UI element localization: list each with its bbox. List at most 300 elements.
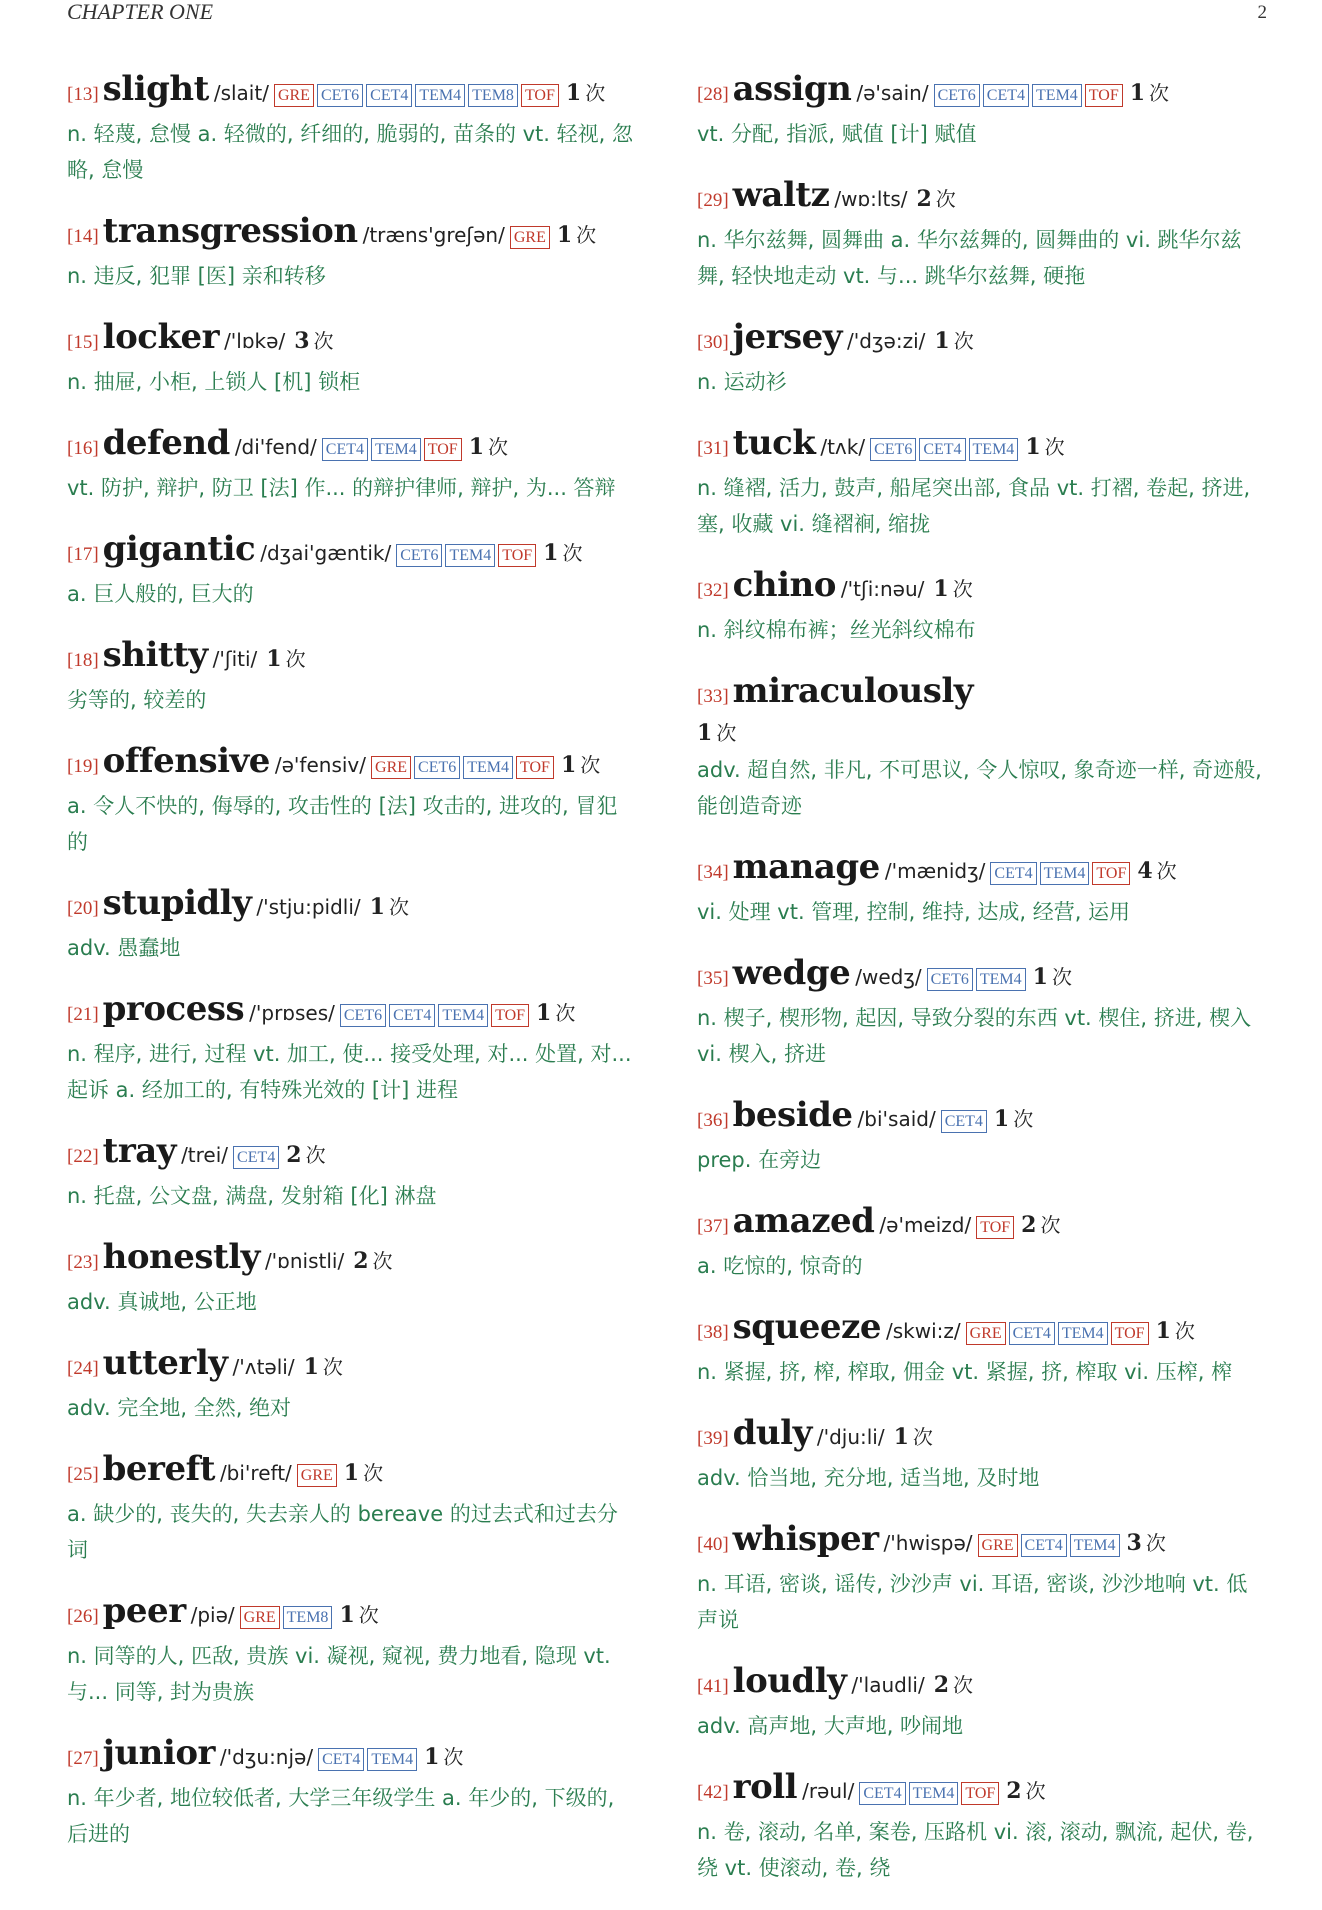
exam-tag-tem4: TEM4 (415, 84, 465, 107)
exam-tag-cet6: CET6 (317, 84, 363, 107)
phonetic: /'ʃiti/ (212, 647, 258, 671)
phonetic: /'dʒə:zi/ (847, 329, 926, 353)
occurrence-count (344, 1454, 383, 1492)
entry-index: [38] (697, 1322, 729, 1343)
exam-tag-tem4: TEM4 (445, 544, 495, 567)
count-suffix: 次 (576, 223, 597, 247)
entry-index: [30] (697, 332, 729, 353)
entry-index: [20] (67, 898, 99, 919)
headword: waltz (732, 175, 830, 215)
occurrence-count (934, 1666, 973, 1704)
exam-tag-cet6: CET6 (414, 756, 460, 779)
count-suffix: 次 (953, 329, 974, 353)
entry-head (67, 1734, 637, 1778)
occurrence-count (1021, 1206, 1060, 1244)
phonetic: /'dju:li/ (816, 1425, 885, 1449)
count-number: 1 (266, 646, 282, 672)
vocab-entry (697, 954, 1267, 1072)
definition: vt. 防护, 辩护, 防卫 [法] 作... 的辩护律师, 辩护, 为... 答辩 (67, 476, 616, 500)
phonetic: /'ʌtəli/ (232, 1355, 295, 1379)
count-suffix: 次 (953, 1673, 974, 1697)
occurrence-count (266, 640, 305, 678)
count-number: 2 (916, 186, 932, 212)
phonetic: /'ɒnistli/ (264, 1249, 345, 1273)
occurrence-count (934, 322, 973, 360)
entry-head (697, 424, 1267, 468)
entry-head (697, 1768, 1267, 1812)
count-number: 4 (1137, 858, 1153, 884)
phonetic: /slait/ (213, 81, 269, 105)
count-suffix: 次 (322, 1355, 343, 1379)
count-number: 1 (424, 1744, 440, 1770)
entry-index: [18] (67, 650, 99, 671)
vocab-entry (67, 990, 637, 1108)
entry-head (697, 566, 1267, 610)
headword: gigantic (102, 529, 256, 569)
count-suffix: 次 (555, 1001, 576, 1025)
occurrence-count (1025, 428, 1064, 466)
count-number: 1 (697, 720, 713, 746)
count-suffix: 次 (1025, 1779, 1046, 1803)
count-suffix: 次 (1174, 1319, 1195, 1343)
phonetic: /'lɒkə/ (224, 329, 286, 353)
exam-tag-tem4: TEM4 (1070, 1534, 1120, 1557)
occurrence-count (353, 1242, 392, 1280)
vocab-entry (697, 1096, 1267, 1178)
entry-head (697, 1414, 1267, 1458)
exam-tag-tof: TOF (521, 84, 559, 107)
vocab-entry (697, 176, 1267, 294)
entry-head (697, 1096, 1267, 1140)
entry-head (697, 672, 1267, 716)
exam-tag-cet4: CET4 (919, 438, 965, 461)
definition: n. 运动衫 (697, 370, 787, 394)
headword: loudly (732, 1661, 847, 1701)
vocab-entry (697, 1768, 1267, 1886)
exam-tag-tem4: TEM4 (976, 968, 1026, 991)
headword: defend (102, 423, 230, 463)
definition: n. 华尔兹舞, 圆舞曲 a. 华尔兹舞的, 圆舞曲的 vi. 跳华尔兹舞, 轻快地走动 vt. 与... 跳华尔兹舞, 硬拖 (697, 228, 1242, 288)
definition: n. 斜纹棉布裤；丝光斜纹棉布 (697, 618, 976, 642)
exam-tag-tem4: TEM4 (438, 1004, 488, 1027)
count-number: 2 (286, 1142, 302, 1168)
count-number: 1 (536, 1000, 552, 1026)
count-suffix: 次 (372, 1249, 393, 1273)
definition: n. 程序, 进行, 过程 vt. 加工, 使... 接受处理, 对... 处置, 对... 起诉 a. 经加工的, 有特殊光效的 [计] 进程 (67, 1042, 632, 1102)
exam-tag-cet6: CET6 (340, 1004, 386, 1027)
count-number: 1 (1129, 80, 1146, 106)
definition: 劣等的, 较差的 (67, 688, 207, 712)
exam-tag-tem4: TEM4 (969, 438, 1019, 461)
exam-tag-tem8: TEM8 (283, 1606, 333, 1629)
count-suffix: 次 (1145, 1531, 1166, 1555)
definition: n. 轻蔑, 怠慢 a. 轻微的, 纤细的, 脆弱的, 苗条的 vt. 轻视, 忽略, 怠慢 (67, 122, 633, 182)
entry-index: [35] (697, 968, 729, 989)
definition: n. 同等的人, 匹敌, 贵族 vi. 凝视, 窥视, 费力地看, 隐现 vt. 与... 同等, 封为贵族 (67, 1644, 611, 1704)
phonetic: /rəul/ (802, 1779, 855, 1803)
exam-tag-tof: TOF (1085, 84, 1123, 107)
exam-tag-cet6: CET6 (927, 968, 973, 991)
entry-index: [26] (67, 1606, 99, 1627)
vocab-entry (67, 424, 637, 506)
page-header (67, 0, 1267, 26)
definition: adv. 恰当地, 充分地, 适当地, 及时地 (697, 1466, 1040, 1490)
count-suffix: 次 (562, 541, 583, 565)
phonetic: /'stju:pidli/ (256, 895, 361, 919)
definition: n. 楔子, 楔形物, 起因, 导致分裂的东西 vt. 楔住, 挤进, 楔入 vi. 楔入, 挤进 (697, 1006, 1252, 1066)
vocab-entry (67, 530, 637, 612)
exam-tag-tem4: TEM4 (1040, 862, 1090, 885)
count-number: 1 (1155, 1318, 1171, 1344)
occurrence-count (294, 322, 333, 360)
exam-tag-cet4: CET4 (318, 1748, 364, 1771)
vocab-entry (697, 424, 1267, 542)
headword: junior (102, 1733, 215, 1773)
chapter-title: CHAPTER ONE (67, 0, 214, 24)
occurrence-count (469, 428, 508, 466)
phonetic: /'prɒses/ (249, 1001, 335, 1025)
definition: adv. 完全地, 全然, 绝对 (67, 1396, 292, 1420)
vocab-entry (697, 848, 1267, 930)
exam-tag-cet6: CET6 (870, 438, 916, 461)
occurrence-count (370, 888, 409, 926)
occurrence-count (543, 534, 582, 572)
entry-index: [15] (67, 332, 99, 353)
exam-tag-tof: TOF (491, 1004, 529, 1027)
exam-tag-gre: GRE (371, 756, 411, 779)
definition: a. 巨人般的, 巨大的 (67, 582, 254, 606)
occurrence-count (566, 74, 605, 112)
definition: n. 托盘, 公文盘, 满盘, 发射箱 [化] 淋盘 (67, 1184, 437, 1208)
entry-head (697, 954, 1267, 998)
exam-tag-tof: TOF (516, 756, 554, 779)
count-suffix: 次 (580, 753, 601, 777)
phonetic: /'tʃi:nəu/ (840, 577, 925, 601)
definition: adv. 高声地, 大声地, 吵闹地 (697, 1714, 964, 1738)
entry-index: [27] (67, 1748, 99, 1769)
count-suffix: 次 (305, 1143, 326, 1167)
definition: adv. 真诚地, 公正地 (67, 1290, 257, 1314)
definition: n. 抽屉, 小柜, 上锁人 [机] 锁柜 (67, 370, 361, 394)
exam-tag-cet6: CET6 (396, 544, 442, 567)
count-number: 2 (933, 1672, 950, 1698)
vocab-entry (697, 566, 1267, 648)
count-suffix: 次 (1013, 1107, 1034, 1131)
count-suffix: 次 (1040, 1213, 1061, 1237)
entry-head (697, 1308, 1267, 1352)
count-number: 1 (468, 434, 485, 460)
entry-index: [28] (697, 84, 729, 105)
occurrence-count (424, 1738, 463, 1776)
headword: slight (102, 69, 209, 109)
headword: tuck (732, 423, 816, 463)
exam-tag-tof: TOF (1111, 1322, 1149, 1345)
headword: shitty (102, 635, 208, 675)
occurrence-count (916, 180, 955, 218)
definition: n. 卷, 滚动, 名单, 案卷, 压路机 vi. 滚, 滚动, 飘流, 起伏, 卷, 绕 vt. 使滚动, 卷, 绕 (697, 1820, 1254, 1880)
phonetic: /piə/ (190, 1603, 235, 1627)
headword: duly (732, 1413, 812, 1453)
occurrence-count (561, 746, 600, 784)
occurrence-count (697, 716, 736, 750)
exam-tag-tem4: TEM4 (1058, 1322, 1108, 1345)
count-number: 1 (369, 894, 385, 920)
vocab-entry (67, 1344, 637, 1426)
entry-head (67, 1592, 637, 1636)
count-number: 1 (1025, 434, 1041, 460)
vocab-entry (67, 1132, 637, 1214)
phonetic: /træns'greʃən/ (362, 223, 505, 247)
entry-index: [29] (697, 190, 729, 211)
count-number: 1 (343, 1460, 360, 1486)
exam-tag-cet6: CET6 (934, 84, 980, 107)
exam-tag-cet4: CET4 (990, 862, 1036, 885)
entry-index: [23] (67, 1252, 99, 1273)
count-number: 1 (993, 1106, 1010, 1132)
count-suffix: 次 (443, 1745, 464, 1769)
vocab-entry (67, 1592, 637, 1710)
definition: a. 令人不快的, 侮辱的, 攻击性的 [法] 攻击的, 进攻的, 冒犯的 (67, 794, 618, 854)
definition: n. 紧握, 挤, 榨, 榨取, 佣金 vt. 紧握, 挤, 榨取 vi. 压榨, 榨 (697, 1360, 1233, 1384)
exam-tag-tem4: TEM4 (463, 756, 513, 779)
definition: n. 违反, 犯罪 [医] 亲和转移 (67, 264, 326, 288)
occurrence-count (1137, 852, 1176, 890)
headword: roll (732, 1767, 798, 1807)
exam-tag-gre: GRE (297, 1464, 337, 1487)
exam-tag-gre: GRE (274, 84, 314, 107)
occurrence-count (994, 1100, 1033, 1138)
count-suffix: 次 (488, 435, 509, 459)
occurrence-count (933, 570, 972, 608)
headword: locker (102, 317, 220, 357)
count-suffix: 次 (1051, 965, 1072, 989)
headword: amazed (732, 1201, 875, 1241)
phonetic: /'laudli/ (851, 1673, 925, 1697)
headword: chino (732, 565, 836, 605)
entry-index: [13] (67, 84, 99, 105)
count-number: 3 (294, 328, 310, 354)
exam-tag-cet4: CET4 (941, 1110, 987, 1133)
vocab-entry (697, 1308, 1267, 1390)
exam-tag-tof: TOF (1092, 862, 1130, 885)
exam-tag-tem4: TEM4 (371, 438, 421, 461)
headword: utterly (102, 1343, 228, 1383)
count-suffix: 次 (585, 81, 606, 105)
entry-head (67, 212, 637, 256)
count-line (697, 716, 1267, 750)
vocab-entry (67, 318, 637, 400)
exam-tag-cet4: CET4 (322, 438, 368, 461)
count-number: 2 (353, 1248, 369, 1274)
definition: prep. 在旁边 (697, 1148, 822, 1172)
count-number: 2 (1021, 1212, 1037, 1238)
occurrence-count (304, 1348, 343, 1386)
occurrence-count (894, 1418, 933, 1456)
definition: a. 缺少的, 丧失的, 失去亲人的 bereave 的过去式和过去分词 (67, 1502, 618, 1562)
entry-index: [42] (697, 1782, 729, 1803)
entry-head (67, 318, 637, 362)
headword: process (102, 989, 245, 1029)
entry-head (697, 70, 1267, 114)
occurrence-count (339, 1596, 378, 1634)
exam-tag-cet4: CET4 (233, 1146, 279, 1169)
exam-tag-tof: TOF (498, 544, 536, 567)
entry-head (697, 176, 1267, 220)
count-suffix: 次 (912, 1425, 933, 1449)
vocab-entry (697, 1414, 1267, 1496)
exam-tag-tem4: TEM4 (909, 1782, 959, 1805)
headword: jersey (732, 317, 843, 357)
headword: bereft (102, 1449, 215, 1489)
exam-tag-tem4: TEM4 (1032, 84, 1082, 107)
entry-head (67, 1238, 637, 1282)
phonetic: /di'fend/ (234, 435, 317, 459)
entry-head (697, 848, 1267, 892)
entry-index: [39] (697, 1428, 729, 1449)
headword: transgression (102, 211, 358, 251)
entry-index: [40] (697, 1534, 729, 1555)
phonetic: /'hwispə/ (883, 1531, 973, 1555)
right-column (697, 70, 1267, 1910)
count-suffix: 次 (285, 647, 306, 671)
headword: honestly (102, 1237, 260, 1277)
entry-index: [19] (67, 756, 99, 777)
vocab-entry (697, 1520, 1267, 1638)
entry-index: [22] (67, 1146, 99, 1167)
count-suffix: 次 (358, 1603, 379, 1627)
definition: vi. 处理 vt. 管理, 控制, 维持, 达成, 经营, 运用 (697, 900, 1131, 924)
headword: peer (102, 1591, 186, 1631)
headword: whisper (732, 1519, 879, 1559)
count-number: 1 (1032, 964, 1048, 990)
entry-head (67, 990, 637, 1034)
exam-tag-gre: GRE (966, 1322, 1006, 1345)
entry-index: [25] (67, 1464, 99, 1485)
entry-index: [41] (697, 1676, 729, 1697)
count-suffix: 次 (313, 329, 334, 353)
vocab-entry (67, 884, 637, 966)
phonetic: /skwi:z/ (886, 1319, 961, 1343)
entry-head (67, 1344, 637, 1388)
entry-index: [32] (697, 580, 729, 601)
vocab-entry (67, 742, 637, 860)
entry-head (697, 318, 1267, 362)
count-number: 1 (303, 1354, 319, 1380)
count-number: 1 (556, 222, 573, 248)
definition: a. 吃惊的, 惊奇的 (697, 1254, 863, 1278)
phonetic: /ə'sain/ (856, 81, 929, 105)
entry-index: [34] (697, 862, 729, 883)
exam-tag-cet4: CET4 (389, 1004, 435, 1027)
exam-tag-tof: TOF (976, 1216, 1014, 1239)
occurrence-count (1006, 1772, 1045, 1810)
exam-tag-cet4: CET4 (983, 84, 1029, 107)
count-number: 2 (1006, 1778, 1022, 1804)
definition: n. 年少者, 地位较低者, 大学三年级学生 a. 年少的, 下级的, 后进的 (67, 1786, 615, 1846)
entry-index: [24] (67, 1358, 99, 1379)
exam-tag-gre: GRE (978, 1534, 1018, 1557)
entry-head (697, 1202, 1267, 1246)
definition: adv. 愚蠢地 (67, 936, 181, 960)
phonetic: /wɒ:lts/ (834, 187, 908, 211)
entry-head (697, 1662, 1267, 1706)
entry-head (67, 636, 637, 680)
count-suffix: 次 (952, 577, 973, 601)
occurrence-count (536, 994, 575, 1032)
exam-tag-cet4: CET4 (366, 84, 412, 107)
phonetic: /dʒai'gæntik/ (260, 541, 392, 565)
occurrence-count (1156, 1312, 1195, 1350)
occurrence-count (1130, 74, 1169, 112)
phonetic: /'mænidʒ/ (884, 859, 986, 883)
entry-index: [31] (697, 438, 729, 459)
entry-head (67, 1132, 637, 1176)
entry-head (67, 884, 637, 928)
phonetic: /'dʒu:njə/ (219, 1745, 314, 1769)
vocab-entry (697, 1202, 1267, 1284)
entry-index: [17] (67, 544, 99, 565)
count-number: 3 (1126, 1530, 1142, 1556)
entry-index: [21] (67, 1004, 99, 1025)
page-number: 2 (1257, 2, 1267, 23)
headword: stupidly (102, 883, 252, 923)
headword: assign (732, 69, 852, 109)
phonetic: /bi'said/ (857, 1107, 936, 1131)
definition: vt. 分配, 指派, 赋值 [计] 赋值 (697, 122, 977, 146)
headword: wedge (732, 953, 851, 993)
entry-head (67, 424, 637, 468)
vocab-entry (67, 1238, 637, 1320)
definition: n. 耳语, 密谈, 谣传, 沙沙声 vi. 耳语, 密谈, 沙沙地响 vt. 低声说 (697, 1572, 1248, 1632)
entry-head (697, 1520, 1267, 1564)
count-suffix: 次 (1156, 859, 1177, 883)
phonetic: /bi'reft/ (219, 1461, 292, 1485)
occurrence-count (1127, 1524, 1166, 1562)
left-column (67, 70, 637, 1876)
vocab-entry (67, 1450, 637, 1568)
count-number: 1 (339, 1602, 355, 1628)
vocab-entry (697, 672, 1267, 824)
exam-tag-tof: TOF (961, 1782, 999, 1805)
entry-head (67, 1450, 637, 1494)
entry-index: [14] (67, 226, 99, 247)
phonetic: /trei/ (181, 1143, 229, 1167)
entry-index: [36] (697, 1110, 729, 1131)
headword: squeeze (732, 1307, 881, 1347)
headword: miraculously (732, 671, 974, 711)
count-suffix: 次 (363, 1461, 384, 1485)
count-number: 1 (934, 328, 950, 354)
phonetic: /tʌk/ (820, 435, 866, 459)
entry-index: [37] (697, 1216, 729, 1237)
exam-tag-cet4: CET4 (1009, 1322, 1055, 1345)
entry-index: [33] (697, 686, 729, 707)
count-number: 1 (560, 752, 577, 778)
headword: manage (732, 847, 880, 887)
entry-head (67, 530, 637, 574)
vocab-entry (697, 318, 1267, 400)
entry-head (67, 70, 637, 114)
exam-tag-tem8: TEM8 (468, 84, 518, 107)
count-number: 1 (543, 540, 559, 566)
count-number: 1 (565, 80, 582, 106)
exam-tag-cet4: CET4 (859, 1782, 905, 1805)
vocab-entry (67, 212, 637, 294)
count-suffix: 次 (1044, 435, 1065, 459)
count-number: 1 (933, 576, 949, 602)
headword: beside (732, 1095, 853, 1135)
phonetic: /ə'meizd/ (879, 1213, 972, 1237)
